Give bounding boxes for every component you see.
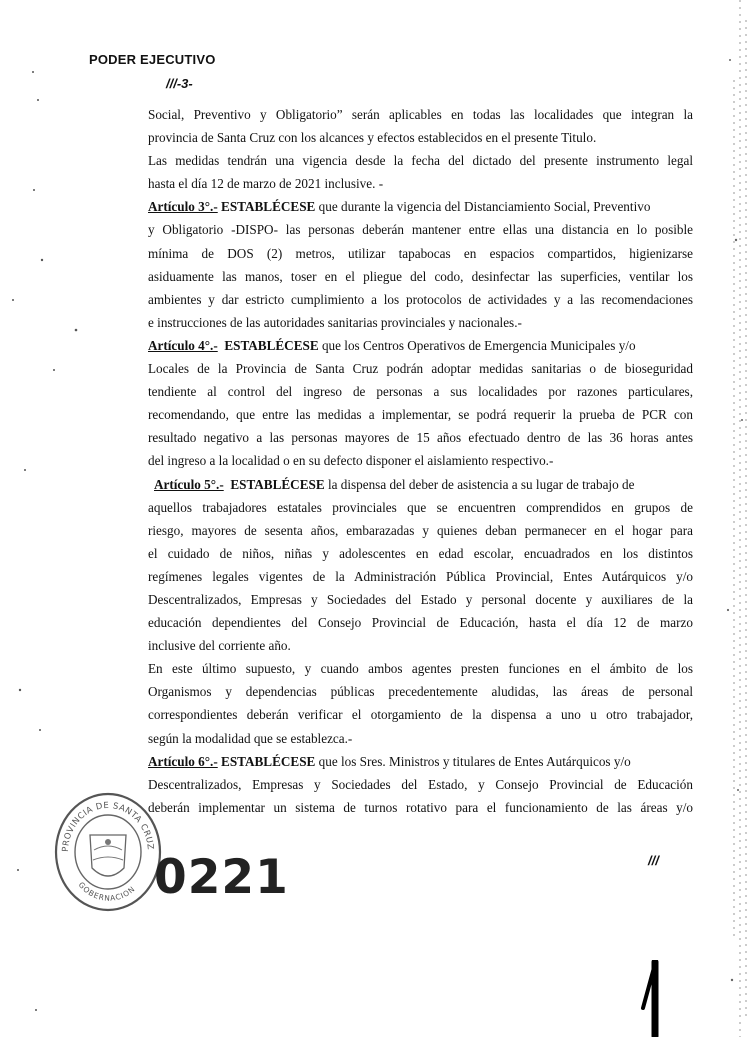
document-body [148,103,693,819]
page-number: ///-3- [166,76,193,91]
text-line: aquellos trabajadores estatales provinciales que se encuentren comprendidos en grupos de [148,499,693,515]
text-line: regímenes legales vigentes de la Administración Pública Provincial, Entes Autárquicos y/o [148,568,693,584]
text-line: Organismos y dependencias públicas precedentemente aludidas, las áreas de personal [148,684,693,700]
text-line: riesgo, mayores de sesenta años, embarazadas y quienes deban permanecer en el hogar para [148,522,693,538]
article-4-heading [148,334,693,357]
article-verb: ESTABLÉCESE [230,476,325,492]
article-text: que durante la vigencia del Distanciamiento Social, Preventivo [318,199,651,215]
text-line: hasta el día 12 de marzo de 2021 inclusive. - [148,176,384,192]
article-label: Artículo 5°.- [154,476,224,492]
article-verb: ESTABLÉCESE [221,753,316,769]
seal-top-text: PROVINCIA DE SANTA CRUZ [60,800,156,853]
text-line: y Obligatorio -DISPO- las personas deberán mantener entre ellas una distancia en lo posible [148,222,693,238]
article-5-heading [148,473,693,496]
text-line: inclusive del corriente año. [148,638,291,654]
text-line: e instrucciones de las autoridades sanitarias provinciales y nacionales.- [148,314,522,330]
text-line: Locales de la Provincia de Santa Cruz podrán adoptar medidas sanitarias o de bioseguridad [148,361,693,377]
article-text: que los Centros Operativos de Emergencia Municipales y/o [321,337,636,353]
document-header: PODER EJECUTIVO [89,52,216,67]
text-line: del ingreso a la localidad o en su defecto disponer el aislamiento respectivo.- [148,453,554,469]
text-line: resultado negativo a las personas mayores de 15 años efectuado dentro de las 36 horas antes [148,430,693,446]
text-line: recomendando, que entre las medidas a implementar, se podrá requerir la prueba de PCR con [148,407,693,423]
article-label: Artículo 6°.- [148,753,218,769]
decree-number: 0221 [154,850,289,905]
text-line: Social, Preventivo y Obligatorio” serán aplicables en todas las localidades que integran la [148,107,693,122]
article-6-heading [148,750,693,773]
text-line: correspondientes deberán verificar el otorgamiento de la dispensa a uno u otro trabajador, [148,707,693,723]
signature-stroke [625,960,685,1037]
article-label: Artículo 4°.- [148,337,218,353]
article-verb: ESTABLÉCESE [224,337,319,353]
text-line: Descentralizados, Empresas y Sociedades del Estado y personal docente y auxiliares de la [148,591,693,607]
text-line: el cuidado de niños, niñas y adolescentes en edad escolar, encuadrados en los distintos [148,545,693,561]
scan-edge-artifacts [690,0,750,1037]
text-line: ambientes y dar estricto cumplimiento a los protocolos de actividades y a las recomendaciones [148,291,693,307]
text-line: Descentralizados, Empresas y Sociedades del Estado, y Consejo Provincial de Educación [148,776,693,792]
seal-bottom-text: GOBERNACION [76,880,137,903]
text-line: según la modalidad que se establezca.- [148,730,353,746]
article-label: Artículo 3°.- [148,199,218,215]
text-line: deberán implementar un sistema de turnos rotativo para el funcionamiento de las áreas y/o [148,799,693,815]
text-line: mínima de DOS (2) metros, utilizar tapabocas en espacios compartidos, higienizarse [148,245,693,261]
continuation-mark: /// [648,853,659,868]
article-text: que los Sres. Ministros y titulares de Entes Autárquicos y/o [318,753,631,769]
text-line: Las medidas tendrán una vigencia desde la fecha del dictado del presente instrumento legal [148,153,693,169]
text-line: asiduamente las manos, toser en el pliegue del codo, desinfectar las superficies, ventilar los [148,268,693,284]
article-text: la dispensa del deber de asistencia a su lugar de trabajo de [327,476,635,492]
text-line: educación dependientes del Consejo Provincial de Educación, hasta el día 12 de marzo [148,615,693,631]
article-3-heading [148,195,693,218]
margin-specks [0,0,90,1037]
text-line: provincia de Santa Cruz con los alcances y efectos establecidos en el presente Titulo. [148,130,597,146]
article-verb: ESTABLÉCESE [221,199,316,215]
text-line: En este último supuesto, y cuando ambos agentes presten funciones en el ámbito de los [148,661,693,677]
text-line: tendiente al control del ingreso de personas a sus localidades por razones particulares, [148,384,693,400]
